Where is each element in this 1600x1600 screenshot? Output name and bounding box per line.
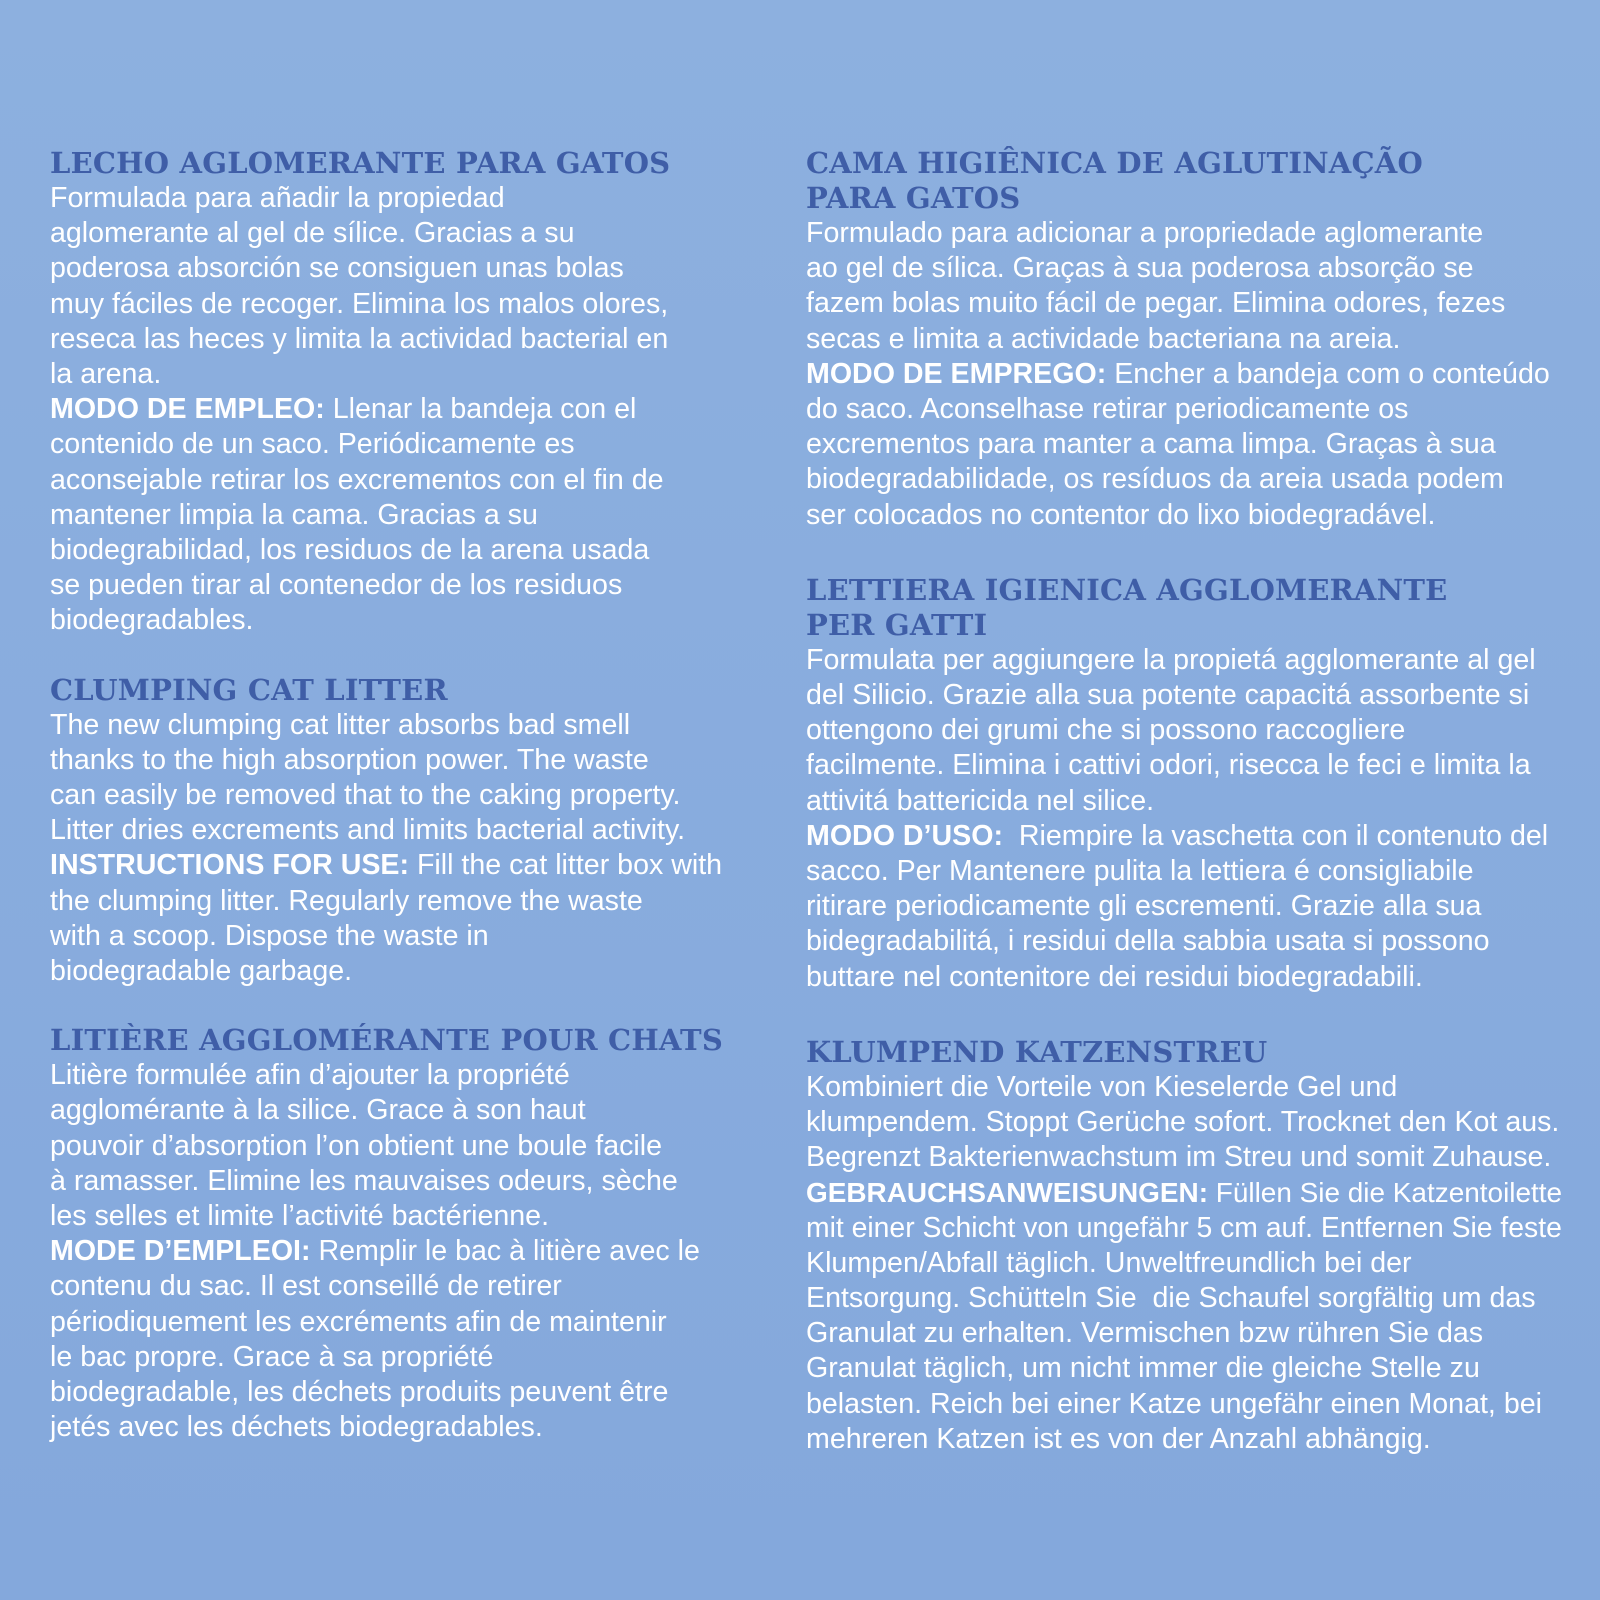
body-line	[806, 427, 1566, 462]
body-line	[806, 678, 1566, 713]
body-text: secas e limita a actividade bacteriana na areia.	[806, 322, 1401, 355]
body-text: Fill the cat litter box with	[409, 849, 723, 882]
body-text: excrementos para manter a cama limpa. Graças à sua	[806, 428, 1496, 461]
body-text: ser colocados no contentor do lixo biodegradável.	[806, 498, 1436, 531]
body-text: Kombiniert die Vorteile von Kieselerde Gel und	[806, 1070, 1398, 1103]
instructions-label: INSTRUCTIONS FOR USE:	[50, 849, 410, 882]
body-line	[806, 216, 1566, 251]
body-line	[50, 1340, 740, 1375]
body-text: biodegradabilidade, os resíduos da areia usada podem	[806, 463, 1504, 496]
body-line	[806, 1281, 1566, 1316]
body-text: ao gel de sílica. Graças à sua poderosa absorção se	[806, 252, 1474, 285]
body-text: The new clumping cat litter absorbs bad smell	[50, 708, 631, 741]
body-line	[50, 1129, 740, 1164]
body-text: muy fáciles de recoger. Elimina los malos olores,	[50, 287, 669, 320]
section-german	[806, 1035, 1566, 1457]
body-text: Granulat täglich, um nicht immer die gleiche Stelle zu	[806, 1352, 1480, 1385]
body-text: aglomerante al gel de sílice. Gracias a su	[50, 217, 575, 250]
heading-line: PER GATTI	[806, 607, 988, 642]
section-french	[50, 1023, 740, 1445]
body-text: pouvoir d’absorption l’on obtient une boule facile	[50, 1129, 663, 1162]
body-line	[50, 603, 740, 638]
body-line	[50, 813, 740, 848]
body-line	[50, 708, 740, 743]
section-body	[806, 1070, 1566, 1457]
body-text: Begrenzt Bakterienwachstum im Streu und somit Zuhause.	[806, 1141, 1552, 1174]
body-line	[50, 1058, 740, 1093]
body-line	[806, 498, 1566, 533]
body-text: klumpendem. Stoppt Gerüche sofort. Trocknet den Kot aus.	[806, 1106, 1560, 1139]
instructions-label: MODO DE EMPLEO:	[50, 393, 325, 426]
body-text: se pueden tirar al contenedor de los residuos	[50, 569, 623, 602]
body-text: Entsorgung. Schütteln Sie die Schaufel sorgfältig um das	[806, 1282, 1536, 1315]
body-text: fazem bolas muito fácil de pegar. Elimina odores, fezes	[806, 287, 1506, 320]
body-text: le bac propre. Grace à sa propriété	[50, 1340, 494, 1373]
heading-line: PARA GATOS	[806, 181, 1021, 215]
body-text: contenido de un saco. Periódicamente es	[50, 428, 575, 461]
body-text: mit einer Schicht von ungefähr 5 cm auf. Entfernen Sie feste	[806, 1211, 1562, 1244]
body-text: mantener limpia la cama. Gracias a su	[50, 498, 538, 531]
body-line	[806, 819, 1566, 854]
body-text: jetés avec les déchets biodegradables.	[50, 1411, 543, 1444]
body-line	[50, 1410, 740, 1445]
body-line	[806, 854, 1566, 889]
section-portuguese	[806, 146, 1566, 533]
body-text: la arena.	[50, 358, 162, 391]
body-text: les selles et limite l’activité bactérienne.	[50, 1200, 550, 1233]
body-line	[50, 1269, 740, 1304]
instructions-label: MODE D’EMPLEOI:	[50, 1235, 311, 1268]
body-line	[806, 251, 1566, 286]
section-spanish	[50, 146, 740, 639]
body-text: bidegradabilitá, i residui della sabbia usata si possono	[806, 925, 1490, 958]
section-heading	[806, 1035, 1566, 1070]
body-text: biodegradables.	[50, 604, 254, 637]
body-line	[806, 1422, 1566, 1457]
body-text: thanks to the high absorption power. The waste	[50, 743, 649, 776]
section-heading	[50, 146, 740, 181]
body-text: Llenar la bandeja con el	[324, 393, 637, 426]
body-line	[50, 1375, 740, 1410]
body-text: Füllen Sie die Katzentoilette	[1208, 1177, 1563, 1209]
body-text: Remplir le bac à litière avec le	[310, 1235, 700, 1268]
body-line	[50, 322, 740, 357]
body-line	[806, 462, 1566, 497]
body-line	[50, 498, 740, 533]
body-line	[806, 1387, 1566, 1422]
right-column	[806, 146, 1566, 1497]
body-line	[806, 960, 1566, 995]
body-text: biodegradable garbage.	[50, 955, 353, 988]
body-text: buttare nel contenitore dei residui biodegradabili.	[806, 960, 1423, 993]
section-heading	[806, 573, 1566, 643]
body-line	[806, 748, 1566, 783]
body-text: Granulat zu erhalten. Vermischen bzw rühren Sie das	[806, 1317, 1484, 1350]
body-line	[50, 1199, 740, 1234]
body-line	[50, 251, 740, 286]
body-line	[806, 784, 1566, 819]
body-line	[50, 287, 740, 322]
body-text: biodegrabilidad, los residuos de la arena usada	[50, 534, 650, 567]
body-text: sacco. Per Mantenere pulita la lettiera é consigliabile	[806, 855, 1474, 888]
body-text: do saco. Aconselhase retirar periodicamente os	[806, 393, 1409, 426]
heading-line: LETTIERA IGIENICA AGGLOMERANTE	[806, 572, 1448, 607]
instructions-label: GEBRAUCHSANWEISUNGEN:	[806, 1177, 1208, 1209]
instructions-label: MODO DE EMPREGO:	[806, 357, 1107, 390]
body-text: Riempire la vaschetta con il contenuto del	[1002, 819, 1549, 852]
heading-line: KLUMPEND KATZENSTREU	[806, 1034, 1268, 1069]
body-line	[806, 1070, 1566, 1105]
section-body	[806, 643, 1566, 995]
body-line	[806, 924, 1566, 959]
body-line	[50, 1234, 740, 1269]
heading-line: CAMA HIGIÊNICA DE AGLUTINAÇÃO	[806, 146, 1423, 180]
body-line	[806, 1316, 1566, 1351]
body-text: contenu du sac. Il est conseillé de retirer	[50, 1270, 562, 1303]
body-line	[50, 848, 740, 883]
body-text: belasten. Reich bei einer Katze ungefähr einen Monat, bei	[806, 1387, 1542, 1420]
section-body	[50, 708, 740, 990]
body-line	[50, 778, 740, 813]
body-line	[806, 889, 1566, 924]
body-text: ottengono dei grumi che si possono raccogliere	[806, 714, 1406, 747]
body-line	[50, 427, 740, 462]
body-line	[50, 884, 740, 919]
body-text: Formulado para adicionar a propriedade aglomerante	[806, 217, 1484, 249]
body-text: périodiquement les excréments afin de maintenir	[50, 1305, 667, 1338]
section-body	[50, 1058, 740, 1445]
body-line	[806, 1211, 1566, 1246]
section-heading	[50, 673, 740, 708]
body-line	[806, 286, 1566, 321]
body-line	[50, 1164, 740, 1199]
section-heading	[806, 146, 1566, 216]
body-line	[50, 357, 740, 392]
body-text: can easily be removed that to the caking property.	[50, 779, 681, 812]
body-text: del Silicio. Grazie alla sua potente capacitá assorbente si	[806, 679, 1530, 712]
body-text: Formulada para añadir la propiedad	[50, 182, 505, 214]
section-italian	[806, 573, 1566, 995]
left-column	[50, 146, 740, 1480]
body-line	[806, 1105, 1566, 1140]
body-line	[806, 1246, 1566, 1281]
body-text: Formulata per aggiungere la propietá agglomerante al gel	[806, 643, 1536, 676]
body-line	[806, 322, 1566, 357]
body-text: Litière formulée afin d’ajouter la propriété	[50, 1059, 570, 1092]
body-text: attivitá battericida nel silice.	[806, 784, 1155, 817]
section-body	[806, 216, 1566, 533]
instructions-label: MODO D’USO:	[806, 819, 1003, 852]
body-line	[806, 713, 1566, 748]
heading-line: LECHO AGLOMERANTE PARA GATOS	[50, 146, 671, 180]
body-line	[806, 1351, 1566, 1386]
body-text: Encher a bandeja com o conteúdo	[1106, 357, 1550, 390]
body-line	[50, 181, 740, 216]
body-text: Litter dries excrements and limits bacterial activity.	[50, 814, 686, 847]
body-text: agglomérante à la silice. Grace à son haut	[50, 1094, 586, 1127]
body-line	[50, 1093, 740, 1128]
heading-line: CLUMPING CAT LITTER	[50, 672, 448, 707]
body-line	[50, 1305, 740, 1340]
body-line	[50, 568, 740, 603]
body-text: poderosa absorción se consiguen unas bolas	[50, 252, 624, 285]
body-text: aconsejable retirar los excrementos con el fin de	[50, 463, 664, 496]
body-line	[806, 643, 1566, 678]
body-line	[50, 463, 740, 498]
body-line	[806, 392, 1566, 427]
body-text: facilmente. Elimina i cattivi odori, risecca le feci e limita la	[806, 749, 1531, 782]
body-text: ritirare periodicamente gli escrementi. Grazie alla sua	[806, 890, 1482, 923]
body-text: the clumping litter. Regularly remove the waste	[50, 884, 643, 917]
heading-line: LITIÈRE AGGLOMÉRANTE POUR CHATS	[50, 1023, 723, 1058]
body-text: à ramasser. Elimine les mauvaises odeurs, sèche	[50, 1164, 678, 1197]
body-line	[50, 954, 740, 989]
body-line	[50, 216, 740, 251]
section-body	[50, 181, 740, 639]
body-line	[806, 1140, 1566, 1175]
body-text: Klumpen/Abfall täglich. Unweltfreundlich bei der	[806, 1246, 1412, 1279]
section-heading	[50, 1023, 740, 1058]
body-text: mehreren Katzen ist es von der Anzahl abhängig.	[806, 1422, 1431, 1455]
body-line	[50, 392, 740, 427]
body-text: reseca las heces y limita la actividad bacterial en	[50, 322, 669, 355]
body-line	[50, 533, 740, 568]
body-text: biodegradable, les déchets produits peuvent être	[50, 1376, 669, 1409]
body-line	[806, 1175, 1566, 1210]
body-line	[50, 919, 740, 954]
body-text: with a scoop. Dispose the waste in	[50, 919, 489, 952]
section-english	[50, 673, 740, 990]
body-line	[50, 743, 740, 778]
body-line	[806, 357, 1566, 392]
